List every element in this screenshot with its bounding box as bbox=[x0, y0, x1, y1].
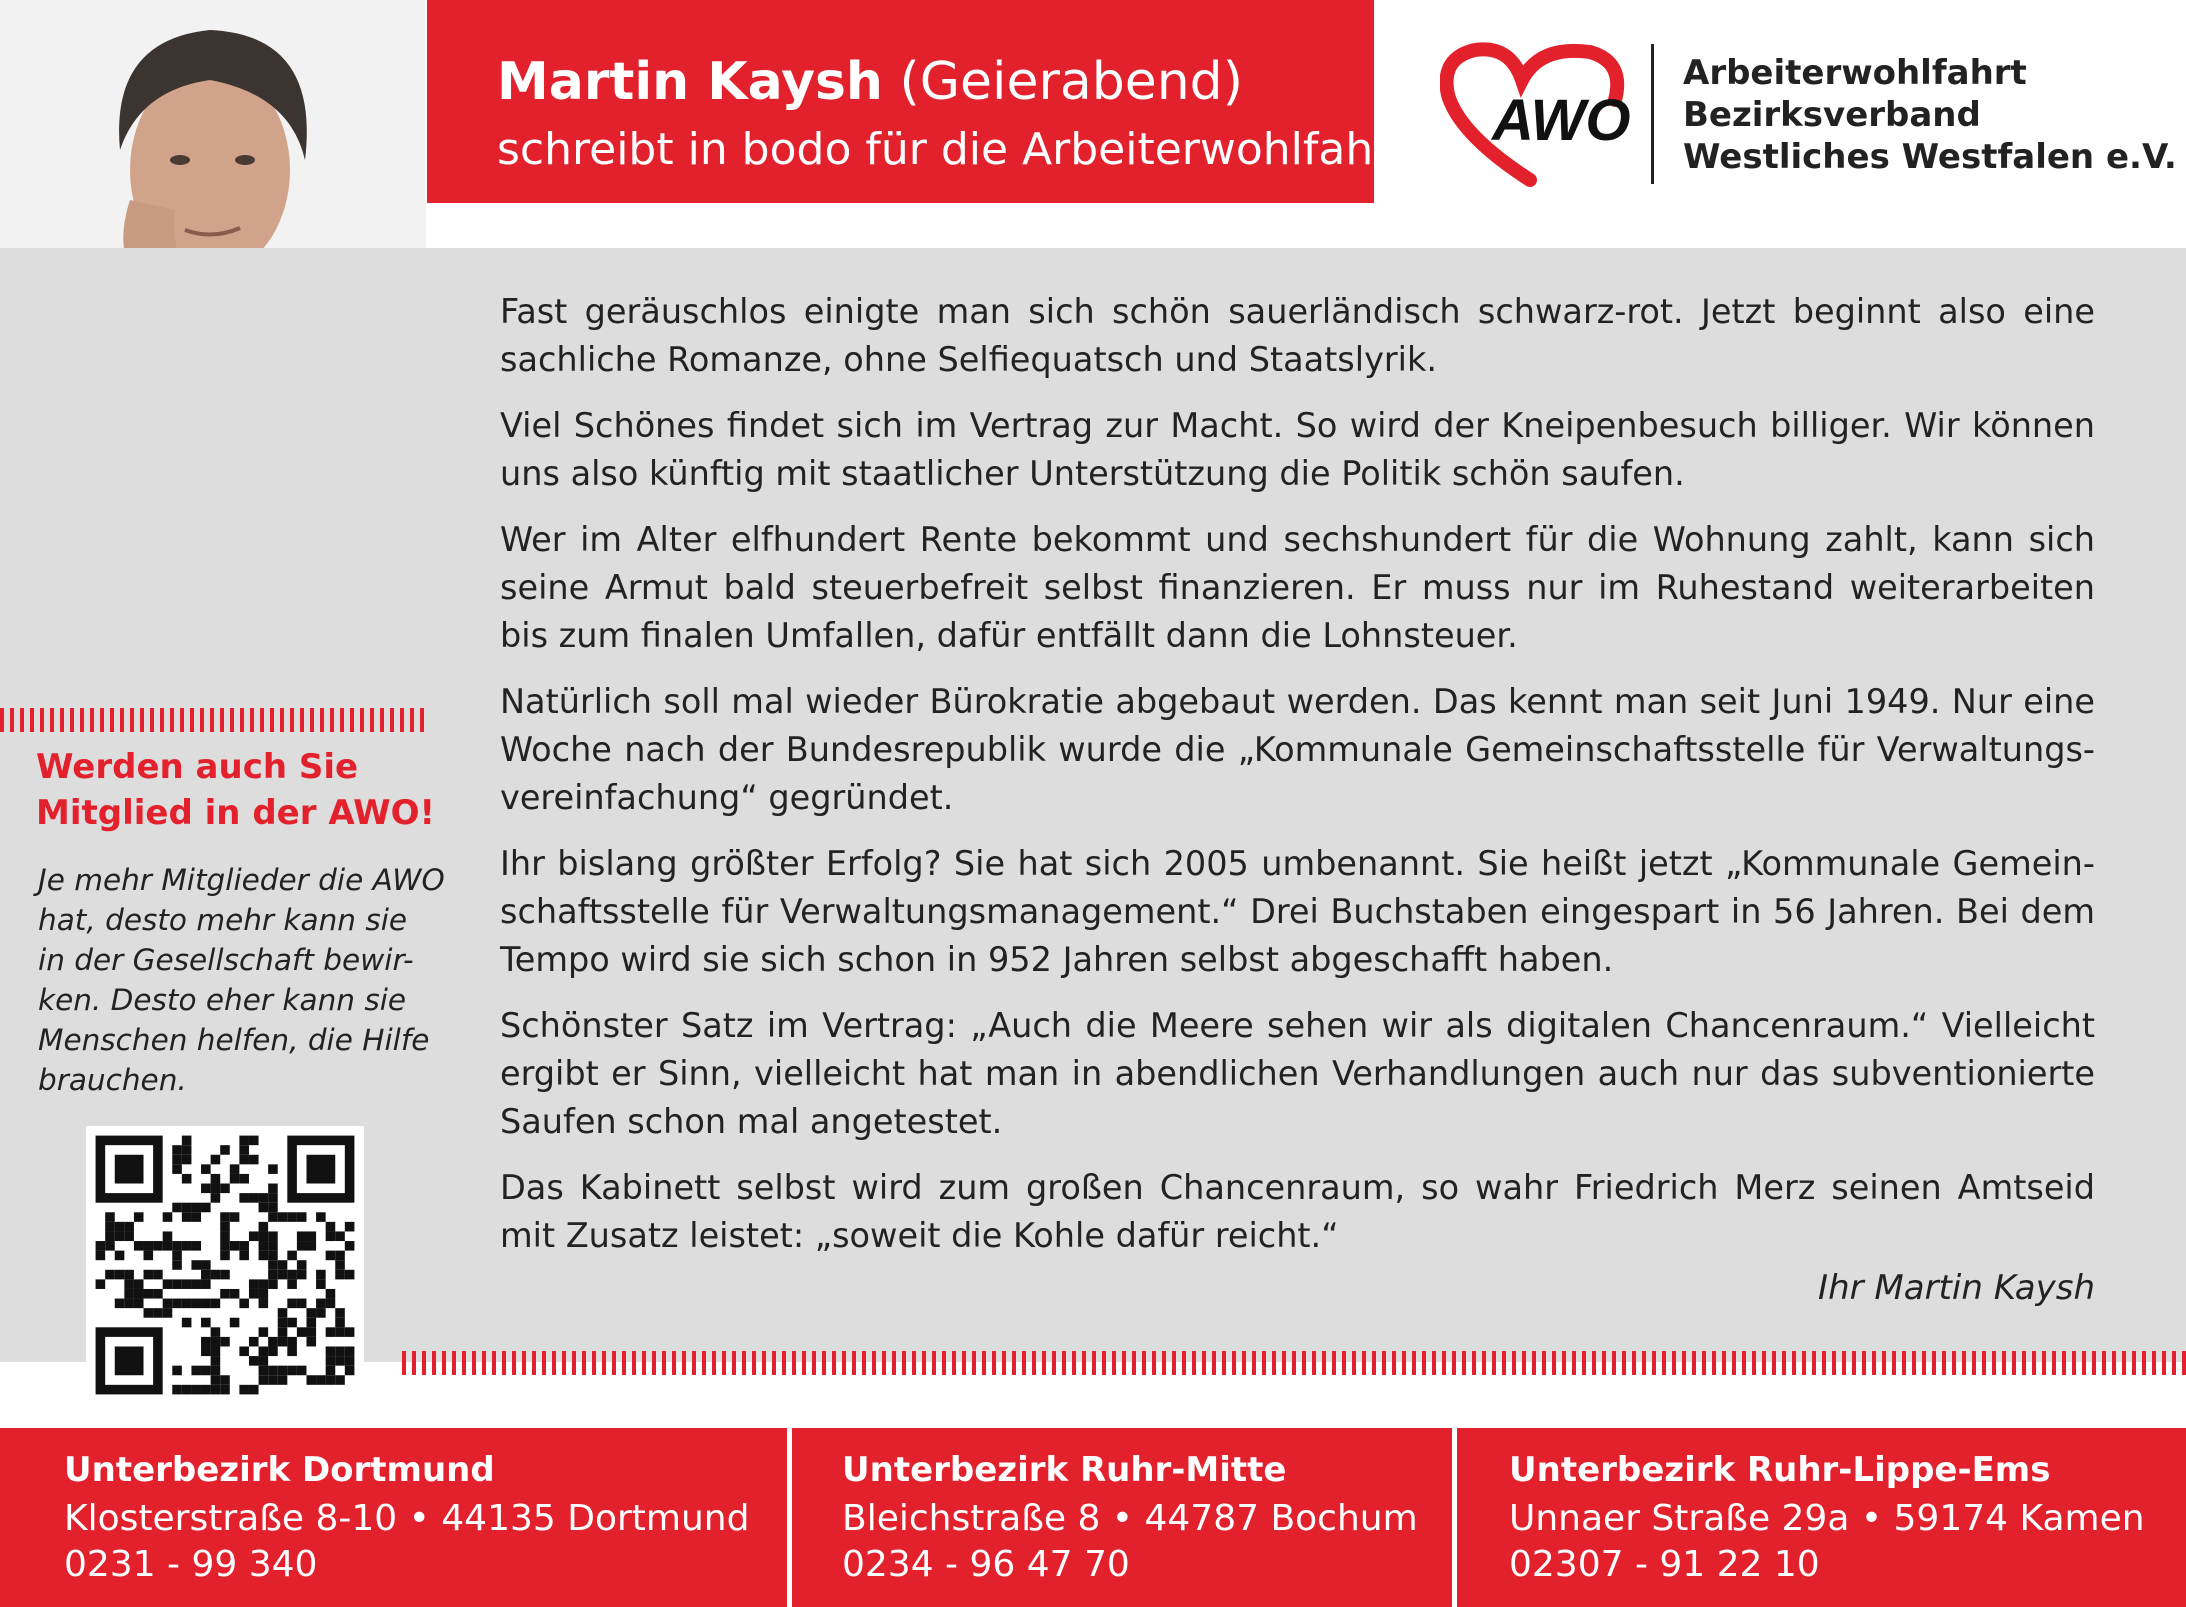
qr-code[interactable] bbox=[86, 1126, 364, 1404]
office-address: Klosterstraße 8-10 • 44135 Dortmund bbox=[64, 1498, 750, 1539]
article-paragraph: Das Kabinett selbst wird zum großen Chancenraum, so wahr Friedrich Merz seinen Amtseid mit Zusatz leistet: „soweit die Kohle dafür reicht.“ bbox=[500, 1168, 2095, 1255]
cta-text-line: in der Gesellschaft bewir- bbox=[38, 943, 414, 977]
article-paragraph: Wer im Alter elfhundert Rente bekommt und sechshundert für die Wohnung zahlt, kann sich seine Armut bald steuerbefreit selbst finanzieren. Er muss nur im Ruhestand weiterarbeiten bis zum finalen Umfallen, dafür entfällt dann die Lohnsteuer. bbox=[500, 520, 2095, 655]
office-phone[interactable]: 0234 - 96 47 70 bbox=[842, 1544, 1130, 1585]
bottom-divider-stripe bbox=[402, 1351, 2186, 1375]
header-banner bbox=[427, 0, 1409, 203]
author-alias: (Geierabend) bbox=[899, 52, 1243, 112]
article-body bbox=[500, 288, 2095, 1278]
logo-divider bbox=[1651, 44, 1654, 184]
awo-logo-text: AWO bbox=[1492, 88, 1630, 153]
cta-title-line: Mitglied in der AWO! bbox=[36, 793, 436, 833]
membership-cta-title bbox=[36, 744, 435, 836]
article-paragraph: Viel Schönes findet sich im Vertrag zur Macht. So wird der Kneipenbesuch billiger. Wir können uns also künftig mit staatlicher Unterstützung die Politik schön saufen. bbox=[500, 406, 2095, 493]
cta-text-line: Menschen helfen, die Hilfe bbox=[38, 1023, 430, 1057]
office-address: Unnaer Straße 29a • 59174 Kamen bbox=[1509, 1498, 2145, 1539]
article-paragraph: Fast geräuschlos einigte man sich schön sauerländisch schwarz-rot. Jetzt beginnt also eine sachliche Romanze, ohne Selfiequatsch und Staatslyrik. bbox=[500, 292, 2095, 379]
membership-cta-text bbox=[38, 860, 445, 1100]
footer-office-ruhr-mitte bbox=[792, 1428, 1452, 1607]
author-name: Martin Kaysh bbox=[497, 52, 883, 112]
header-subtitle: schreibt in bodo für die Arbeiterwohlfahrt bbox=[497, 124, 1409, 175]
awo-logo bbox=[1440, 40, 1630, 190]
author-heading bbox=[497, 52, 1243, 112]
cta-title-line: Werden auch Sie bbox=[36, 747, 359, 787]
office-phone[interactable]: 02307 - 91 22 10 bbox=[1509, 1544, 1820, 1585]
office-title: Unterbezirk Dortmund bbox=[64, 1450, 495, 1490]
organization-name bbox=[1683, 52, 2177, 178]
footer bbox=[0, 1428, 2186, 1607]
article-paragraph: Schönster Satz im Vertrag: „Auch die Meere sehen wir als digitalen Chancenraum.“ Vielleicht ergibt er Sinn, vielleicht hat man in abendlichen Verhandlungen auch nur das subventionierte Saufen schon mal angetestet. bbox=[500, 1006, 2095, 1141]
article-paragraph: Ihr bislang größter Erfolg? Sie hat sich 2005 umbenannt. Sie heißt jetzt „Kommunale Gemein-schaftsstelle für Verwaltungsmanagement.“ Drei Buchstaben eingespart in 56 Jahren. Bei dem Tempo wird sie sich schon in 952 Jahren selbst abgeschafft haben. bbox=[500, 844, 2095, 979]
office-title: Unterbezirk Ruhr-Mitte bbox=[842, 1450, 1287, 1490]
org-line: Westliches Westfalen e.V. bbox=[1683, 137, 2177, 177]
article-signature: Ihr Martin Kaysh bbox=[1818, 1268, 2095, 1308]
office-title: Unterbezirk Ruhr-Lippe-Ems bbox=[1509, 1450, 2051, 1490]
office-address: Bleichstraße 8 • 44787 Bochum bbox=[842, 1498, 1418, 1539]
header-spacer bbox=[427, 203, 2186, 248]
office-phone[interactable]: 0231 - 99 340 bbox=[64, 1544, 318, 1585]
org-line: Bezirksverband bbox=[1683, 95, 1981, 135]
sidebar-divider-stripe bbox=[0, 708, 426, 732]
cta-text-line: hat, desto mehr kann sie bbox=[38, 903, 408, 937]
cta-text-line: Je mehr Mitglieder die AWO bbox=[38, 863, 445, 897]
org-line: Arbeiterwohlfahrt bbox=[1683, 53, 2027, 93]
article-paragraph: Natürlich soll mal wieder Bürokratie abgebaut werden. Das kennt man seit Juni 1949. Nur eine Woche nach der Bundesrepublik wurde die „Kommunale Gemeinschaftsstelle für Verwaltungs-vereinfachung“ gegründet. bbox=[500, 682, 2095, 817]
footer-office-ruhr-lippe-ems bbox=[1457, 1428, 2186, 1607]
footer-office-dortmund bbox=[0, 1428, 787, 1607]
cta-text-line: brauchen. bbox=[38, 1063, 187, 1097]
cta-text-line: ken. Desto eher kann sie bbox=[38, 983, 407, 1017]
